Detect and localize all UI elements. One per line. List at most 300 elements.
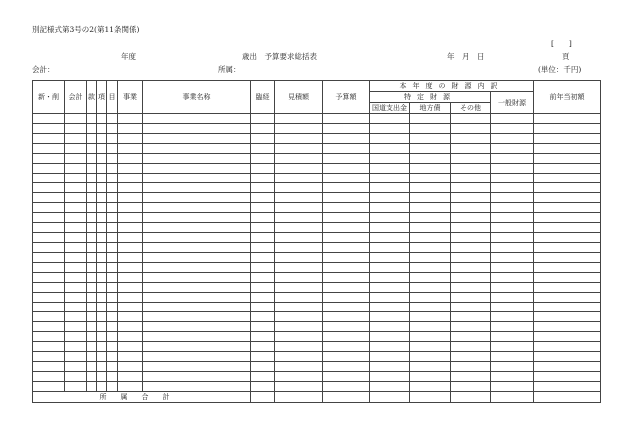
table-cell (118, 163, 143, 173)
table-cell (534, 133, 601, 143)
table-cell (87, 163, 97, 173)
total-cell (491, 391, 534, 402)
table-row (33, 262, 601, 272)
total-cell (323, 391, 370, 402)
table-cell (370, 203, 410, 213)
table-cell (143, 252, 251, 262)
table-cell (33, 362, 65, 372)
table-cell (97, 153, 107, 163)
header-kou: 項 (97, 81, 107, 114)
table-cell (107, 183, 118, 193)
table-cell (143, 173, 251, 183)
table-cell (451, 272, 491, 282)
table-cell (370, 123, 410, 133)
table-cell (370, 133, 410, 143)
table-cell (534, 312, 601, 322)
table-row (33, 362, 601, 372)
table-cell (323, 203, 370, 213)
table-cell (143, 352, 251, 362)
header-new: 新・削 (33, 81, 65, 114)
table-cell (491, 282, 534, 292)
table-cell (65, 352, 87, 362)
table-cell (275, 153, 323, 163)
table-cell (87, 262, 97, 272)
table-cell (118, 223, 143, 233)
table-cell (534, 292, 601, 302)
table-cell (143, 381, 251, 391)
table-row (33, 123, 601, 133)
table-cell (87, 123, 97, 133)
table-cell (323, 233, 370, 243)
table-cell (451, 203, 491, 213)
table-cell (87, 381, 97, 391)
table-cell (33, 282, 65, 292)
table-cell (65, 272, 87, 282)
table-cell (33, 223, 65, 233)
table-cell (118, 352, 143, 362)
table-cell (65, 183, 87, 193)
table-cell (143, 143, 251, 153)
table-cell (65, 163, 87, 173)
table-cell (143, 203, 251, 213)
table-cell (107, 292, 118, 302)
table-row (33, 381, 601, 391)
table-cell (143, 302, 251, 312)
table-cell (107, 252, 118, 262)
table-cell (251, 362, 275, 372)
table-cell (451, 242, 491, 252)
table-cell (275, 312, 323, 322)
table-cell (118, 213, 143, 223)
table-cell (97, 173, 107, 183)
table-cell (107, 342, 118, 352)
table-row (33, 133, 601, 143)
table-cell (410, 114, 451, 124)
table-cell (251, 312, 275, 322)
table-cell (534, 352, 601, 362)
table-cell (107, 272, 118, 282)
table-cell (491, 223, 534, 233)
total-cell (251, 391, 275, 402)
table-cell (410, 153, 451, 163)
table-cell (97, 262, 107, 272)
table-cell (370, 362, 410, 372)
table-cell (251, 114, 275, 124)
table-cell (251, 272, 275, 282)
table-cell (87, 252, 97, 262)
table-cell (275, 381, 323, 391)
table-cell (275, 292, 323, 302)
table-cell (370, 252, 410, 262)
table-cell (323, 362, 370, 372)
table-cell (107, 114, 118, 124)
table-cell (323, 213, 370, 223)
table-cell (33, 203, 65, 213)
table-row (33, 213, 601, 223)
table-cell (491, 173, 534, 183)
table-cell (370, 163, 410, 173)
table-cell (451, 233, 491, 243)
table-cell (491, 292, 534, 302)
table-cell (275, 163, 323, 173)
table-cell (451, 123, 491, 133)
table-cell (251, 282, 275, 292)
table-cell (275, 352, 323, 362)
table-cell (65, 213, 87, 223)
table-cell (251, 213, 275, 223)
table-cell (65, 203, 87, 213)
table-cell (275, 371, 323, 381)
table-row (33, 114, 601, 124)
table-cell (107, 242, 118, 252)
table-cell (251, 342, 275, 352)
table-cell (491, 352, 534, 362)
table-cell (118, 143, 143, 153)
table-cell (87, 153, 97, 163)
table-row (33, 292, 601, 302)
table-cell (118, 371, 143, 381)
table-cell (33, 183, 65, 193)
table-cell (275, 322, 323, 332)
table-cell (451, 332, 491, 342)
footer-total-label: 所属合計 (33, 391, 251, 402)
table-cell (410, 183, 451, 193)
total-cell (451, 391, 491, 402)
table-cell (323, 332, 370, 342)
table-cell (534, 233, 601, 243)
table-row (33, 233, 601, 243)
table-cell (491, 312, 534, 322)
table-row (33, 322, 601, 332)
table-cell (143, 282, 251, 292)
table-cell (451, 143, 491, 153)
table-cell (65, 332, 87, 342)
table-cell (534, 173, 601, 183)
table-cell (410, 381, 451, 391)
table-cell (410, 223, 451, 233)
header-name: 事業名称 (143, 81, 251, 114)
table-cell (451, 193, 491, 203)
table-cell (87, 371, 97, 381)
header-rinkei: 臨経 (251, 81, 275, 114)
table-cell (118, 262, 143, 272)
table-cell (534, 282, 601, 292)
table-cell (323, 193, 370, 203)
table-cell (451, 302, 491, 312)
table-cell (97, 163, 107, 173)
table-cell (107, 332, 118, 342)
table-cell (65, 114, 87, 124)
page-bracket: [ ] (551, 39, 572, 48)
table-cell (323, 282, 370, 292)
table-cell (491, 233, 534, 243)
table-cell (323, 381, 370, 391)
table-cell (491, 371, 534, 381)
table-cell (410, 272, 451, 282)
budget-summary-table (32, 80, 601, 403)
table-cell (107, 381, 118, 391)
table-row (33, 252, 601, 262)
header-budget: 予算額 (323, 81, 370, 114)
table-cell (491, 213, 534, 223)
table-cell (451, 213, 491, 223)
table-cell (118, 114, 143, 124)
table-cell (410, 332, 451, 342)
table-cell (143, 332, 251, 342)
table-cell (87, 282, 97, 292)
table-cell (107, 233, 118, 243)
table-cell (97, 242, 107, 252)
table-cell (97, 233, 107, 243)
table-cell (65, 193, 87, 203)
table-body (33, 114, 601, 392)
table-cell (97, 292, 107, 302)
table-cell (534, 322, 601, 332)
table-cell (491, 272, 534, 282)
table-cell (451, 322, 491, 332)
table-cell (33, 163, 65, 173)
table-cell (410, 322, 451, 332)
table-cell (410, 362, 451, 372)
table-cell (87, 342, 97, 352)
table-cell (97, 282, 107, 292)
table-cell (534, 114, 601, 124)
table-cell (275, 302, 323, 312)
table-cell (275, 252, 323, 262)
table-cell (323, 183, 370, 193)
table-cell (118, 233, 143, 243)
table-cell (451, 223, 491, 233)
table-cell (33, 381, 65, 391)
table-cell (491, 163, 534, 173)
table-cell (275, 223, 323, 233)
table-cell (118, 381, 143, 391)
table-cell (251, 133, 275, 143)
table-cell (143, 183, 251, 193)
table-cell (107, 312, 118, 322)
table-cell (370, 312, 410, 322)
table-row (33, 203, 601, 213)
table-cell (323, 262, 370, 272)
table-cell (87, 302, 97, 312)
table-cell (251, 163, 275, 173)
table-cell (118, 153, 143, 163)
table-cell (251, 332, 275, 342)
date-label: 年 月 日 (447, 52, 485, 61)
header-specific-fund: 特定財源 (370, 92, 491, 103)
table-cell (451, 163, 491, 173)
table-cell (370, 342, 410, 352)
table-cell (275, 183, 323, 193)
table-cell (251, 352, 275, 362)
table-cell (491, 203, 534, 213)
table-cell (410, 123, 451, 133)
table-cell (33, 342, 65, 352)
table-cell (251, 371, 275, 381)
table-cell (251, 242, 275, 252)
table-cell (275, 342, 323, 352)
table-cell (107, 262, 118, 272)
table-cell (491, 242, 534, 252)
table-cell (97, 302, 107, 312)
table-row (33, 272, 601, 282)
table-cell (33, 114, 65, 124)
table-cell (97, 193, 107, 203)
table-cell (410, 252, 451, 262)
table-cell (410, 233, 451, 243)
table-cell (118, 242, 143, 252)
table-cell (143, 242, 251, 252)
table-cell (323, 242, 370, 252)
table-cell (410, 133, 451, 143)
table-cell (65, 312, 87, 322)
header-national: 国道支出金 (370, 103, 410, 114)
table-cell (534, 153, 601, 163)
table-cell (107, 203, 118, 213)
table-cell (323, 114, 370, 124)
table-cell (33, 252, 65, 262)
table-cell (491, 381, 534, 391)
header-general-fund: 一般財源 (491, 92, 534, 114)
table-cell (97, 133, 107, 143)
table-cell (410, 342, 451, 352)
table-row (33, 302, 601, 312)
table-cell (323, 143, 370, 153)
table-cell (370, 272, 410, 282)
table-cell (534, 342, 601, 352)
table-cell (65, 362, 87, 372)
table-cell (97, 143, 107, 153)
table-cell (275, 242, 323, 252)
table-cell (410, 352, 451, 362)
header-local-bond: 地方債 (410, 103, 451, 114)
table-cell (370, 262, 410, 272)
table-cell (370, 371, 410, 381)
table-cell (451, 133, 491, 143)
table-cell (87, 133, 97, 143)
table-row (33, 352, 601, 362)
table-cell (491, 183, 534, 193)
table-cell (451, 371, 491, 381)
table-cell (491, 322, 534, 332)
table-cell (370, 282, 410, 292)
table-cell (534, 183, 601, 193)
table-cell (534, 163, 601, 173)
table-cell (65, 322, 87, 332)
table-cell (410, 242, 451, 252)
table-cell (323, 292, 370, 302)
table-cell (118, 282, 143, 292)
table-cell (87, 203, 97, 213)
table-cell (323, 153, 370, 163)
table-cell (118, 312, 143, 322)
table-cell (251, 193, 275, 203)
table-cell (65, 262, 87, 272)
table-cell (118, 203, 143, 213)
table-cell (251, 203, 275, 213)
table-cell (65, 371, 87, 381)
table-cell (410, 282, 451, 292)
table-cell (370, 193, 410, 203)
table-cell (143, 342, 251, 352)
table-cell (451, 362, 491, 372)
table-cell (491, 123, 534, 133)
table-cell (323, 163, 370, 173)
table-cell (534, 371, 601, 381)
header-moku: 目 (107, 81, 118, 114)
table-cell (370, 223, 410, 233)
table-cell (97, 203, 107, 213)
table-cell (275, 213, 323, 223)
table-cell (33, 272, 65, 282)
table-cell (118, 292, 143, 302)
table-cell (323, 173, 370, 183)
table-cell (410, 193, 451, 203)
total-cell (370, 391, 410, 402)
header-other: その他 (451, 103, 491, 114)
table-cell (33, 173, 65, 183)
table-cell (534, 213, 601, 223)
table-cell (534, 262, 601, 272)
table-cell (410, 302, 451, 312)
table-cell (534, 252, 601, 262)
table-cell (143, 123, 251, 133)
table-cell (118, 173, 143, 183)
table-cell (118, 193, 143, 203)
table-cell (491, 143, 534, 153)
table-cell (323, 272, 370, 282)
table-cell (65, 252, 87, 262)
table-cell (251, 143, 275, 153)
table-cell (491, 153, 534, 163)
table-cell (323, 322, 370, 332)
table-cell (370, 302, 410, 312)
table-cell (87, 183, 97, 193)
table-cell (87, 193, 97, 203)
table-cell (107, 322, 118, 332)
table-cell (33, 153, 65, 163)
account-label: 会計： (32, 65, 55, 74)
table-cell (87, 362, 97, 372)
table-row (33, 153, 601, 163)
table-cell (275, 233, 323, 243)
table-cell (87, 312, 97, 322)
table-cell (87, 213, 97, 223)
table-cell (323, 223, 370, 233)
table-cell (118, 123, 143, 133)
table-cell (491, 362, 534, 372)
table-cell (451, 292, 491, 302)
table-cell (323, 133, 370, 143)
table-cell (33, 242, 65, 252)
table-cell (97, 272, 107, 282)
table-cell (410, 292, 451, 302)
table-cell (491, 133, 534, 143)
table-cell (97, 213, 107, 223)
table-cell (33, 233, 65, 243)
table-cell (65, 242, 87, 252)
table-cell (370, 322, 410, 332)
table-row (33, 223, 601, 233)
table-cell (451, 381, 491, 391)
header-estimate: 見積額 (275, 81, 323, 114)
table-cell (118, 133, 143, 143)
table-cell (87, 322, 97, 332)
table-cell (97, 362, 107, 372)
table-row (33, 242, 601, 252)
table-cell (410, 371, 451, 381)
table-cell (410, 203, 451, 213)
